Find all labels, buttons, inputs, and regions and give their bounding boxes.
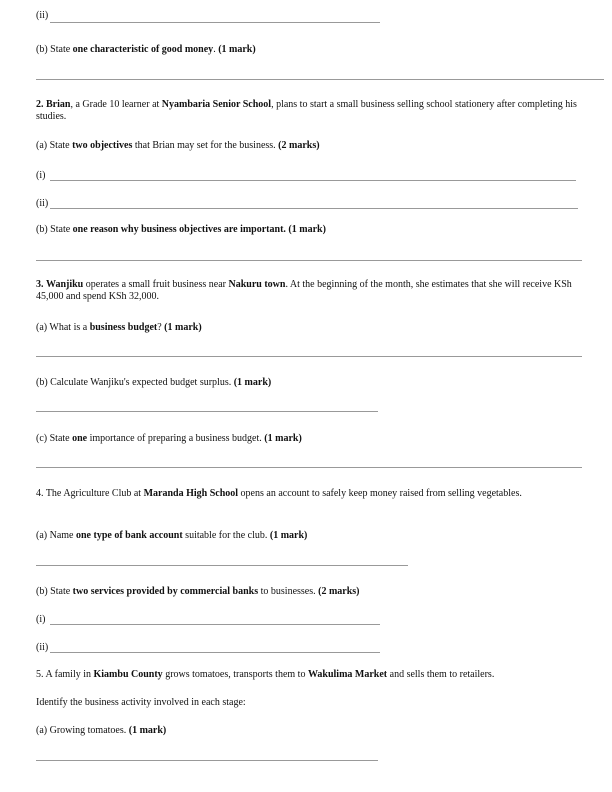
answer-line[interactable]	[50, 180, 576, 181]
answer-line[interactable]	[36, 411, 378, 412]
answer-line[interactable]	[50, 22, 380, 23]
answer-line[interactable]	[36, 79, 604, 80]
q1-part-b: (b) State one characteristic of good money. (1 mark)	[36, 44, 256, 55]
q4-part-b: (b) State two services provided by commercial banks to businesses. (2 marks)	[36, 586, 360, 597]
q4-item-ii-label: (ii)	[36, 642, 49, 653]
q2-item-i-label: (i)	[36, 170, 46, 181]
answer-line[interactable]	[36, 260, 582, 261]
q2-part-b: (b) State one reason why business objectives are important. (1 mark)	[36, 224, 326, 235]
q2-item-ii-label: (ii)	[36, 198, 49, 209]
q3-intro: 3. Wanjiku operates a small fruit business near Nakuru town. At the beginning of the month, she estimates that she will receive KSh 45,000 and spend KSh 32,000.	[36, 279, 572, 302]
q3-part-a: (a) What is a business budget? (1 mark)	[36, 322, 202, 333]
answer-line[interactable]	[50, 652, 380, 653]
q4-item-i-label: (i)	[36, 614, 46, 625]
answer-line[interactable]	[36, 356, 582, 357]
q3-part-c: (c) State one importance of preparing a business budget. (1 mark)	[36, 433, 302, 444]
q1-item-ii-label: (ii)	[36, 10, 49, 21]
answer-line[interactable]	[50, 624, 380, 625]
q5-part-a: (a) Growing tomatoes. (1 mark)	[36, 725, 167, 736]
q4-part-a: (a) Name one type of bank account suitable for the club. (1 mark)	[36, 530, 308, 541]
answer-line[interactable]	[36, 467, 582, 468]
answer-line[interactable]	[36, 565, 408, 566]
answer-line[interactable]	[36, 760, 378, 761]
q4-intro: 4. The Agriculture Club at Maranda High School opens an account to safely keep money raised from selling vegetables.	[36, 488, 522, 499]
q5-intro: 5. A family in Kiambu County grows tomatoes, transports them to Wakulima Market and sells them to retailers.	[36, 669, 495, 680]
answer-line[interactable]	[50, 208, 578, 209]
q2-intro: 2. Brian, a Grade 10 learner at Nyambaria Senior School, plans to start a small business selling school stationery after completing his studies.	[36, 99, 577, 122]
q3-part-b: (b) Calculate Wanjiku's expected budget surplus. (1 mark)	[36, 377, 272, 388]
q2-part-a: (a) State two objectives that Brian may set for the business. (2 marks)	[36, 140, 320, 151]
q5-instruction: Identify the business activity involved in each stage:	[36, 697, 246, 708]
